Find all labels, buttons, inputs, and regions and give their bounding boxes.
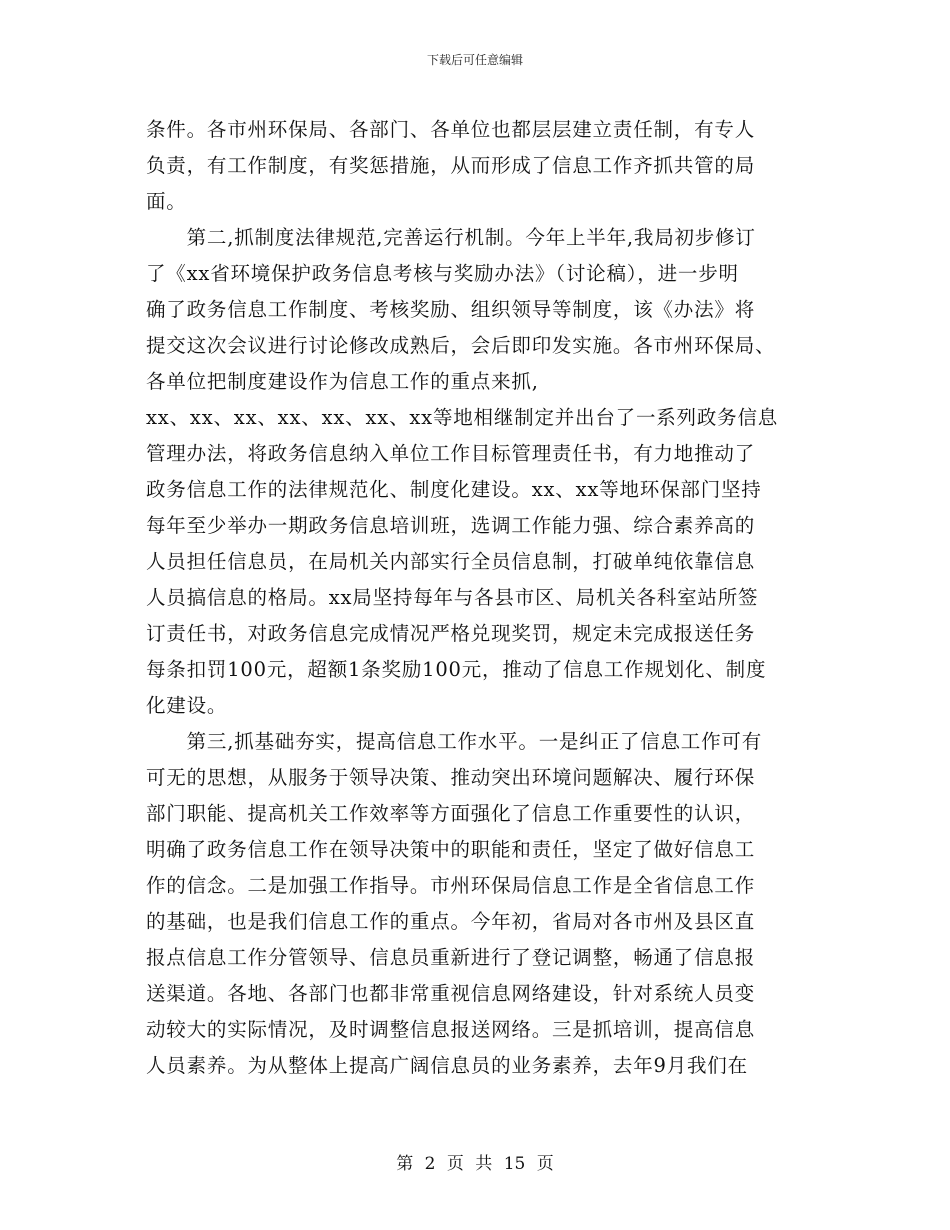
text-line: xx、xx、xx、xx、xx、xx、xx等地相继制定并出台了一系列政务信息 [146,406,779,429]
text-line: 动较大的实际情况，及时调整信息报送网络。三是抓培训，提高信息 [146,1018,756,1041]
text-line: 第三,抓基础夯实，提高信息工作水平。一是纠正了信息工作可有 [146,730,762,753]
text-line: 明确了政务信息工作在领导决策中的职能和责任，坚定了做好信息工 [146,838,756,861]
text-line: 条件。各市州环保局、各部门、各单位也都层层建立责任制，有专人 [146,118,756,141]
page-header: 下载后可任意编辑 [426,53,523,67]
text-line: 第二,抓制度法律规范,完善运行机制。今年上半年,我局初步修订 [146,226,756,249]
text-line: 每条扣罚100元，超额1条奖励100元，推动了信息工作规划化、制度 [146,658,767,681]
text-line: 政务信息工作的法律规范化、制度化建设。xx、xx等地环保部门坚持 [146,478,762,501]
text-line: 送渠道。各地、各部门也都非常重视信息网络建设，针对系统人员变 [146,982,756,1005]
text-line: 化建设。 [146,694,228,717]
page-number-footer: 第 2 页 共 15 页 [396,1154,554,1174]
text-line: 部门职能、提高机关工作效率等方面强化了信息工作重要性的认识， [146,802,756,825]
text-line: 的基础，也是我们信息工作的重点。今年初，省局对各市州及县区直 [146,910,756,933]
text-line: 各单位把制度建设作为信息工作的重点来抓, [146,370,539,393]
text-line: 提交这次会议进行讨论修改成熟后，会后即印发实施。各市州环保局、 [146,334,776,357]
text-line: 报点信息工作分管领导、信息员重新进行了登记调整，畅通了信息报 [146,946,756,969]
text-line: 可无的思想，从服务于领导决策、推动突出环境问题解决、履行环保 [146,766,756,789]
text-line: 了《xx省环境保护政务信息考核与奖励办法》（讨论稿），进一步明 [146,262,739,285]
text-line: 确了政务信息工作制度、考核奖励、组织领导等制度，该《办法》将 [146,298,756,321]
text-line: 每年至少举办一期政务信息培训班，选调工作能力强、综合素养高的 [146,514,756,537]
text-line: 人员搞信息的格局。xx局坚持每年与各县市区、局机关各科室站所签 [146,586,759,609]
text-line: 人员担任信息员，在局机关内部实行全员信息制，打破单纯依靠信息 [146,550,756,573]
text-line: 人员素养。为从整体上提高广阔信息员的业务素养，去年9月我们在 [146,1054,748,1077]
text-line: 管理办法，将政务信息纳入单位工作目标管理责任书，有力地推动了 [146,442,756,465]
text-line: 作的信念。二是加强工作指导。市州环保局信息工作是全省信息工作 [146,874,756,897]
text-line: 面。 [146,190,187,213]
text-line: 负责，有工作制度，有奖惩措施，从而形成了信息工作齐抓共管的局 [146,154,756,177]
text-line: 订责任书，对政务信息完成情况严格兑现奖罚，规定未完成报送任务 [146,622,756,645]
document-body [146,112,806,1084]
